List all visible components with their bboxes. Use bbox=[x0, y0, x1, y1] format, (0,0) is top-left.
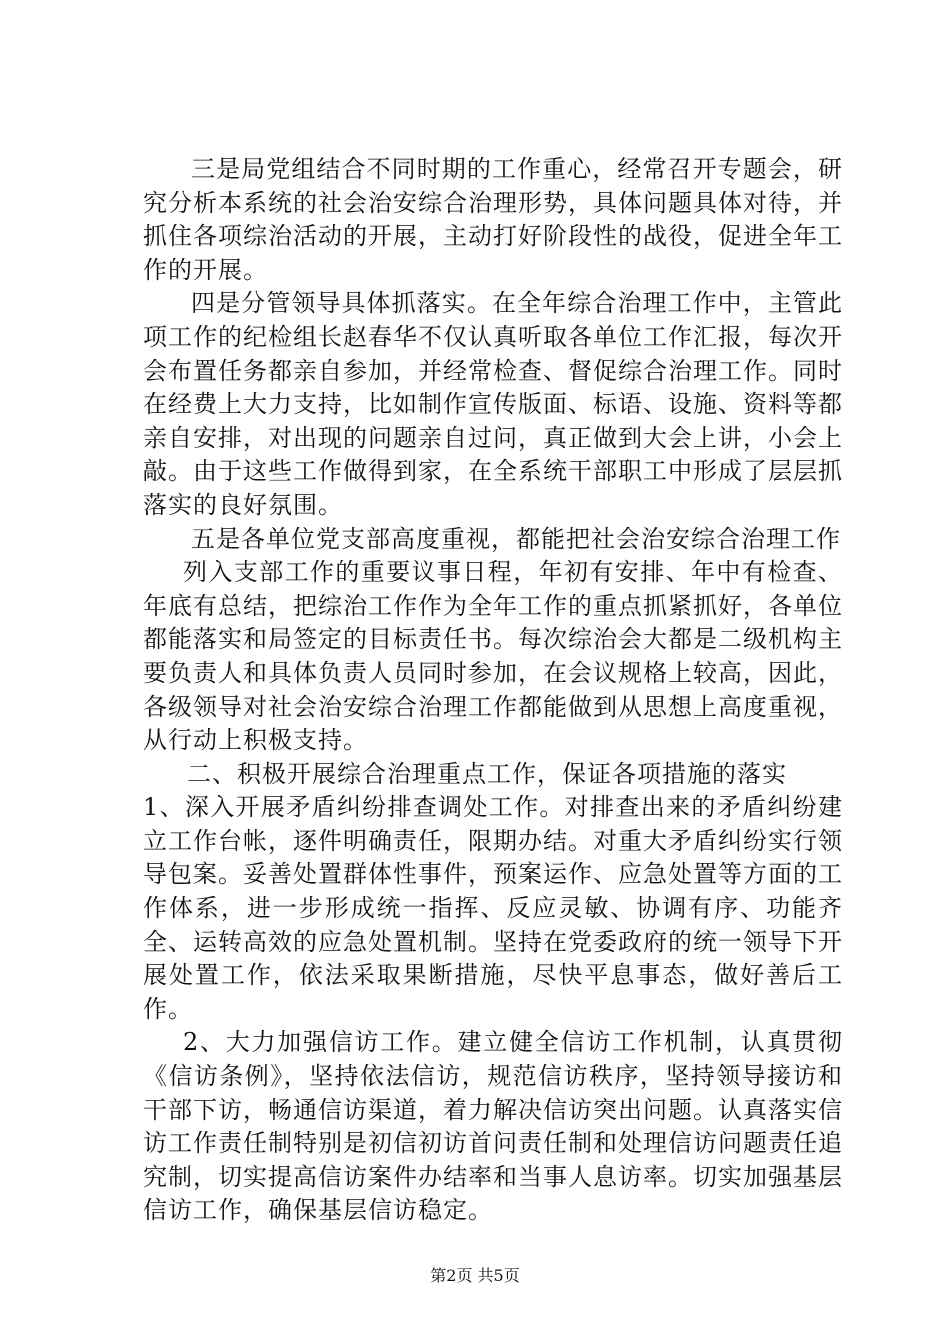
paragraph-agenda-listing: 列入支部工作的重要议事日程，年初有安排、年中有检查、年底有总结，把综治工作作为全年工作的重点抓紧抓好，各单位都能落实和局签定的目标责任书。每次综治会大都是二级机构主要负责人和具体负责人员同时参加，在会议规格上较高，因此，各级领导对社会治安综合治理工作都能做到从思想上高度重视，从行动上积极支持。 bbox=[143, 558, 843, 755]
paragraph-leadership-implementation: 四是分管领导具体抓落实。在全年综合治理工作中，主管此项工作的纪检组长赵春华不仅认真听取各单位工作汇报，每次开会布置任务都亲自参加，并经常检查、督促综合治理工作。同时在经费上大力支持，比如制作宣传版面、标语、设施、资料等都亲自安排，对出现的问题亲自过问，真正做到大会上讲，小会上敲。由于这些工作做得到家，在全系统干部职工中形成了层层抓落实的良好氛围。 bbox=[143, 289, 843, 519]
page-number-footer: 第2页 共5页 bbox=[430, 1266, 520, 1285]
paragraph-party-group-meetings: 三是局党组结合不同时期的工作重心，经常召开专题会，研究分析本系统的社会治安综合治理形势，具体问题具体对待，并抓住各项综治活动的开展，主动打好阶段性的战役，促进全年工作的开展。 bbox=[143, 155, 843, 284]
document-body bbox=[143, 153, 843, 1228]
section-heading-key-work: 二、积极开展综合治理重点工作，保证各项措施的落实 bbox=[187, 759, 787, 788]
paragraph-dispute-resolution: 1、深入开展矛盾纠纷排查调处工作。对排查出来的矛盾纠纷建立工作台帐，逐件明确责任，限期办结。对重大矛盾纠纷实行领导包案。妥善处置群体性事件，预案运作、应急处置等方面的工作体系，进一步形成统一指挥、反应灵敏、协调有序、功能齐全、运转高效的应急处置机制。坚持在党委政府的统一领导下开展处置工作，依法采取果断措施，尽快平息事态，做好善后工作。 bbox=[143, 793, 843, 1023]
paragraph-party-branch-attention: 五是各单位党支部高度重视，都能把社会治安综合治理工作 bbox=[191, 524, 841, 553]
paragraph-petition-work: 2、大力加强信访工作。建立健全信访工作机制，认真贯彻《信访条例》，坚持依法信访，规范信访秩序，坚持领导接访和干部下访，畅通信访渠道，着力解决信访突出问题。认真落实信访工作责任制特别是初信初访首问责任制和处理信访问题责任追究制，切实提高信访案件办结率和当事人息访率。切实加强基层信访工作，确保基层信访稳定。 bbox=[143, 1028, 843, 1225]
